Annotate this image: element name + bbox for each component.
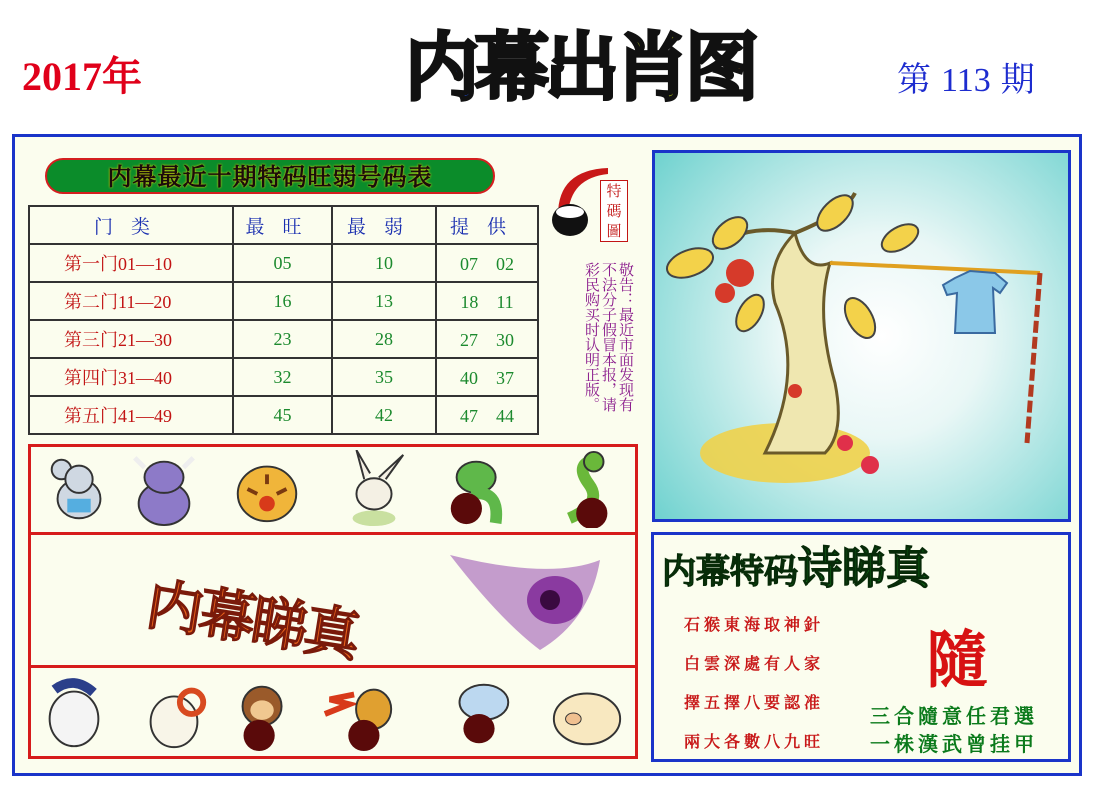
- poem-line: 擇五擇八要認准: [684, 693, 825, 712]
- poem-main-char: 隨: [926, 623, 989, 696]
- rat-icon: [40, 450, 118, 528]
- poem-title: [662, 545, 930, 596]
- max-cell: 45: [233, 396, 332, 434]
- table-row: [29, 358, 538, 396]
- ox-icon: [125, 450, 203, 528]
- poem-line: 兩大各數八九旺: [684, 732, 825, 751]
- max-cell: 23: [233, 320, 332, 358]
- poem-line: 石猴東海取神針: [684, 615, 825, 634]
- provide-cell: 18 11: [436, 282, 538, 320]
- min-cell: 10: [332, 244, 436, 282]
- dragon-icon: [442, 450, 520, 528]
- banner-char-5: 图: [685, 25, 755, 111]
- col-header-provide: 提供: [436, 206, 538, 244]
- min-cell: 28: [332, 320, 436, 358]
- banner-title: [405, 26, 845, 111]
- min-cell: 13: [332, 282, 436, 320]
- group-cell: 第五门41—49: [29, 396, 233, 434]
- max-cell: 05: [233, 244, 332, 282]
- tiger-icon: [228, 450, 306, 528]
- poem-title-small: 内幕特码: [662, 552, 798, 592]
- table-row: [29, 396, 538, 434]
- poem-line: 白雲深處有人家: [684, 654, 825, 673]
- goat-icon: [135, 675, 213, 753]
- poem-tail-line: 一株漢武曾挂甲: [870, 732, 1038, 756]
- monkey-icon: [225, 675, 303, 753]
- provide-cell: 07 02: [436, 244, 538, 282]
- pig-icon: [548, 675, 626, 753]
- rabbit-icon: [335, 450, 413, 528]
- provide-cell: 40 37: [436, 358, 538, 396]
- dog-icon: [440, 675, 518, 753]
- table-header-row: [29, 206, 538, 244]
- min-cell: 42: [332, 396, 436, 434]
- banner-char-4: 肖: [615, 25, 685, 111]
- max-cell: 16: [233, 282, 332, 320]
- banner-char-3: 出: [545, 25, 615, 111]
- col-header-group: 门类: [29, 206, 233, 244]
- number-table: [28, 205, 539, 435]
- table-title: 内幕最近十期特码旺弱号码表: [45, 158, 495, 194]
- group-cell: 第三门21—30: [29, 320, 233, 358]
- poem-title-big: 诗睇真: [798, 543, 930, 594]
- group-cell: 第一门01—10: [29, 244, 233, 282]
- tree-picture: [652, 150, 1071, 522]
- table-row: [29, 282, 538, 320]
- provide-cell: 27 30: [436, 320, 538, 358]
- max-cell: 32: [233, 358, 332, 396]
- issue-suffix: 期: [1000, 62, 1035, 99]
- table-row: [29, 244, 538, 282]
- group-cell: 第二门11—20: [29, 282, 233, 320]
- issue-number: 113: [941, 62, 991, 99]
- issue-label: [897, 52, 1035, 101]
- min-cell: 35: [332, 358, 436, 396]
- notice-text: 敬告：最近市面发现有不法分子假冒本报，请彩民购买时认明正版。: [583, 262, 635, 412]
- horse-icon: [35, 675, 113, 753]
- stamp-text: 特碼圖: [600, 180, 628, 242]
- table-row: [29, 320, 538, 358]
- provide-cell: 47 44: [436, 396, 538, 434]
- banner-char-2: 幕: [475, 25, 545, 111]
- snake-icon: [545, 450, 623, 528]
- middle-title: 内幕睇真: [142, 572, 362, 670]
- poem-tail-line: 三合隨意任君選: [870, 704, 1038, 728]
- col-header-max: 最旺: [233, 206, 332, 244]
- col-header-min: 最弱: [332, 206, 436, 244]
- tree-illustration: [655, 153, 1068, 519]
- year-label: 2017年: [22, 54, 142, 99]
- rooster-icon: [320, 675, 398, 753]
- banner-char-1: 内: [405, 25, 475, 111]
- group-cell: 第四门31—40: [29, 358, 233, 396]
- eye-icon: [440, 540, 630, 660]
- issue-prefix: 第: [897, 62, 931, 99]
